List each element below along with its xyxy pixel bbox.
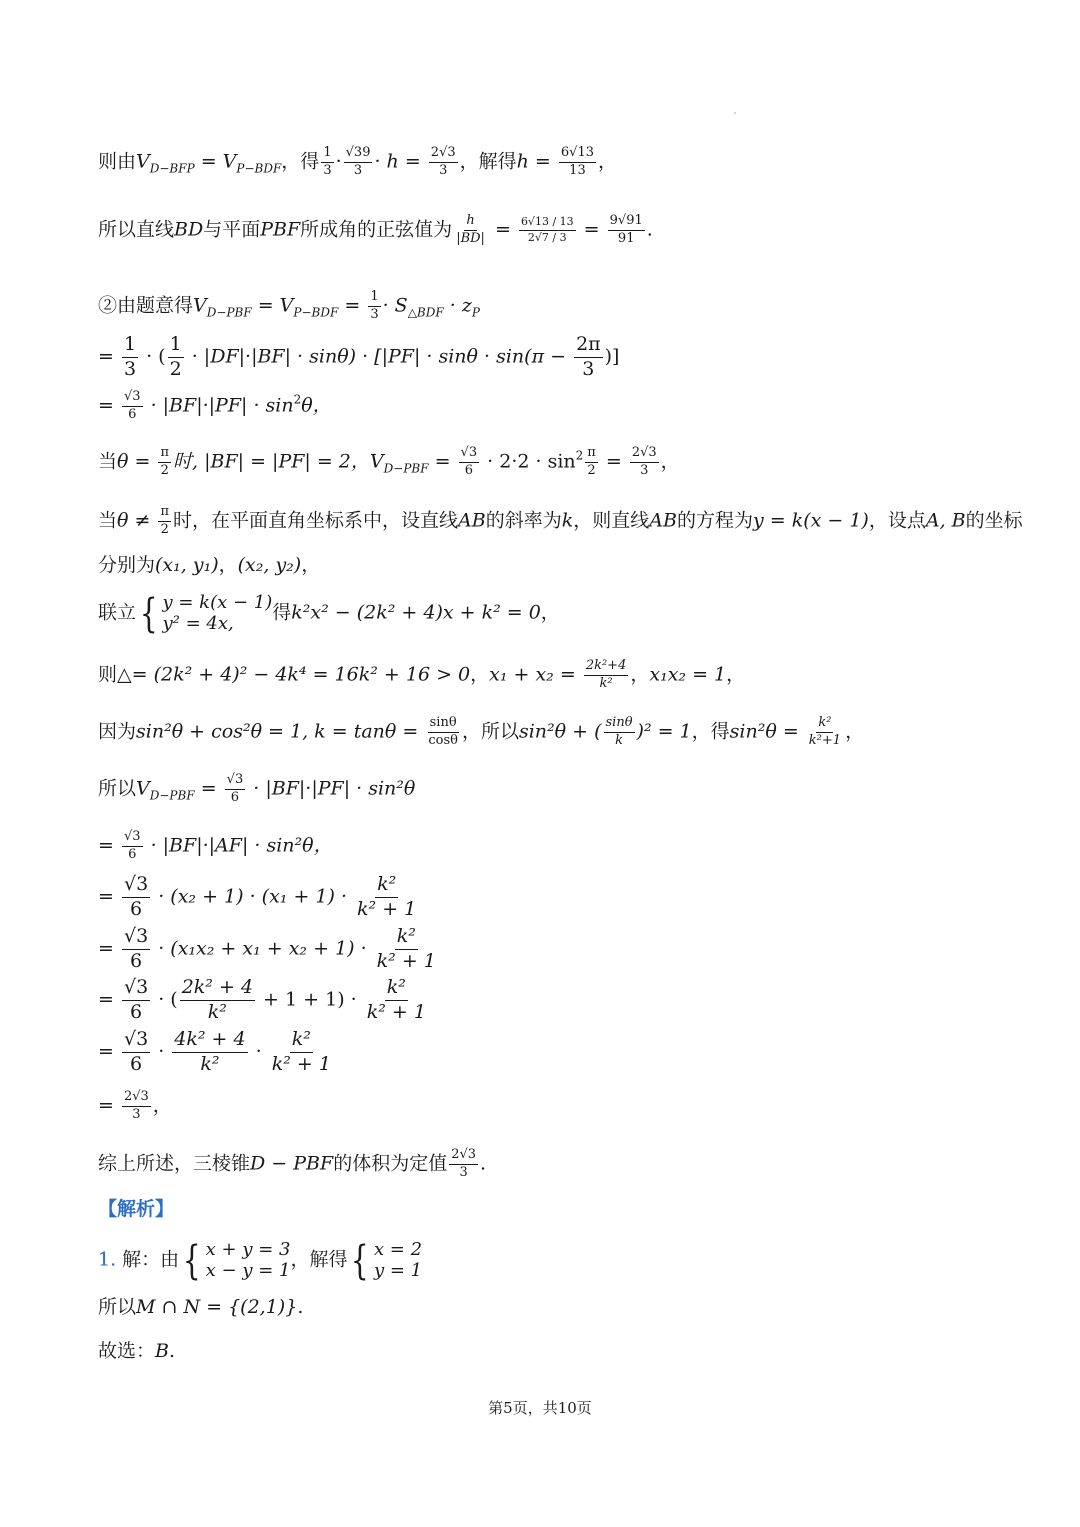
solution-line-18: = $\frac{2√3}{3}$ ， [98,1089,172,1122]
fraction: $\frac{1}{3}$ [370,289,379,322]
fraction: $\frac{\text{k²}}{\text{k² + 1}}$ [357,873,417,920]
fraction: $\frac{√3}{6}$ [123,873,149,920]
solution-line-21: 所以M ∩ N = {(2,1)}. [98,1296,304,1318]
fraction: $\frac{\text{k²}}{\text{k²+1}}$ [808,715,842,748]
fraction: $\frac{\text{4k² + 4}}{\text{k²}}$ [174,1028,246,1075]
solution-line-16: = $\frac{√3}{6}$ · ( $\frac{\text{2k² + 4}}{\text{k²}}$ + 1 + 1) · $\frac{\text{k²}}{\text{k² + 1}}$ [98,976,426,1023]
text: 则由 [98,150,137,173]
math: V [136,150,150,173]
scan-speck [734,112,736,114]
math: h = [516,150,557,173]
solution-line-20: 1. 解：由 { x + y = 3 x − y = 1 ，解得 { x = 2 y = 1 [98,1237,423,1284]
solution-line-8: 分别为(x₁, y₁)，(x₂, y₂)， [98,554,321,576]
equation-system: { x + y = 3 x − y = 1 [183,1237,291,1284]
fraction: $\frac{1}{3}$ [323,145,332,178]
math-sub: P−BDF [236,161,282,176]
circled-number: ② [98,294,118,317]
fraction: $\frac{2√3}{3}$ [123,1089,149,1122]
fraction: $\frac{1}{3}$ [123,333,137,380]
fraction: $\frac{√3}{6}$ [460,445,478,478]
equation-system: { x = 2 y = 1 [351,1237,423,1284]
fraction: $\frac{\pi}{2}$ [160,504,170,537]
solution-line-6: 当θ = $\frac{\pi}{2}$ 时, |BF| = |PF| = 2，$V_{D-PBF}$ = $\frac{√3}{6}$ · $2\cdot 2 \cdot \sin^2$ $\frac{\pi}{2}$ = $\frac{2√3}{3}$ ， [98,445,680,478]
fraction: $\frac{\text{2k²+4}}{\text{k²}}$ [585,658,627,691]
text: 所以直线 [98,218,175,241]
fraction: $\frac{√3}{6}$ [123,976,149,1023]
fraction: $\frac{\pi}{2}$ [160,445,170,478]
fraction: $\frac{√3}{6}$ [123,829,141,862]
solution-line-17: = $\frac{√3}{6}$ · $\frac{\text{4k² + 4}}{\text{k²}}$ · $\frac{\text{k²}}{\text{k² + 1}}$ [98,1028,331,1075]
fraction: $\frac{2√3}{3}$ [631,445,657,478]
fraction: $\frac{√3}{6}$ [123,1028,149,1075]
solution-line-5: = $\frac{√3}{6}$ · $|BF|\cdot|PF| \cdot \sin^2\theta$， [98,389,332,422]
fraction: $\frac{\text{k²}}{\text{k² + 1}}$ [376,925,436,972]
question-number: 1. [98,1248,117,1271]
math: · h = [374,150,427,173]
fraction: $\frac{\sin\theta}{k}$ [605,715,633,748]
solution-line-11: 因为sin²θ + cos²θ = 1, k = tanθ = $\frac{\sin\theta}{\cos\theta}$ ，所以sin²θ + ( $\frac{\sin\theta}{k}$ )² = 1，得sin²θ = $\frac{\text{k²}}{\text{k²+1}}$ ， [98,715,865,748]
text: ，解得 [459,150,517,173]
fraction: $\frac{\text{k²}}{\text{k² + 1}}$ [271,1028,331,1075]
solution-line-13: = $\frac{√3}{6}$ · |BF|·|AF| · sin²θ， [98,829,333,862]
math: V [222,150,237,173]
text: 由题意得 [117,294,194,317]
solution-line-1: 则由$V_{D-BFP} = V_{P-BDF}$，得 $\frac{1}{3}$ · $\frac{√39}{3}$ · h = $\frac{2√3}{3}$ ，解得h = $\frac{6√13}{13}$ ， [98,145,618,178]
fraction: $\frac{h}{|BD|}$ [456,213,485,246]
solution-line-2: 所以直线BD与平面PBF所成角的正弦值为 $\frac{h}{|BD|}$ = $\frac{6√13 / 13}{2√7 / 3}$ = $\frac{9√91}{91}$ . [98,213,653,246]
solution-line-14: = $\frac{√3}{6}$ · (x₂ + 1) · (x₁ + 1) · $\frac{\text{k²}}{\text{k² + 1}}$ [98,873,417,920]
compound-fraction: $\frac{6√13 / 13}{2√7 / 3}$ [520,215,574,244]
fraction: $\frac{1}{2}$ [169,333,182,380]
text: ，得 [281,150,320,173]
equation-system: { y = k(x − 1) y² = 4x, [139,590,273,637]
analysis-heading: 【解析】 [98,1198,175,1220]
math: BD [174,218,204,241]
text: 与平面 [203,218,261,241]
solution-line-9: 联立 { y = k(x − 1) y² = 4x, 得k²x² − (2k² + 4)x + k² = 0， [98,590,560,637]
math: = [194,150,223,173]
solution-line-4: = $\frac{1}{3}$ · ( $\frac{1}{2}$ · |DF|·|BF| · sinθ) · [|PF| · sinθ · sin(π − $\frac{2\pi}{3}$ )] [98,333,620,380]
solution-line-12: 所以$V_{D-PBF}$ = $\frac{√3}{6}$ · |BF|·|PF| · sin²θ [98,772,416,805]
fraction: $\frac{9√91}{91}$ [609,213,643,246]
solution-line-3: ②由题意得$V_{D-PBF} = V_{P-BDF}$ = $\frac{1}{3}$ · $S_{\triangle BDF} \cdot z_P$ [98,289,480,322]
fraction: $\frac{2√3}{3}$ [430,145,456,178]
fraction: $\frac{√39}{3}$ [345,145,371,178]
fraction: $\frac{√3}{6}$ [123,389,141,422]
solution-line-19: 综上所述，三棱锥D − PBF的体积为定值 $\frac{2√3}{3}$ . [98,1147,487,1180]
solution-line-22: 故选：B. [98,1340,176,1362]
fraction: $\frac{√3}{6}$ [226,772,244,805]
solution-line-7: 当θ ≠ $\frac{\pi}{2}$ 时，在平面直角坐标系中，设直线AB的斜率为k，则直线AB的方程为y = k(x − 1)，设点A, B的坐标 [98,504,1023,537]
math-sub: D−BFP [149,161,195,176]
fraction: $\frac{\pi}{2}$ [587,445,596,478]
fraction: $\frac{\text{k²}}{\text{k² + 1}}$ [366,976,426,1023]
fraction: $\frac{2√3}{3}$ [451,1147,477,1180]
fraction: $\frac{\text{2k² + 4}}{\text{k²}}$ [181,976,254,1023]
page-footer: 第5页，共10页 [488,1399,592,1417]
solution-line-15: = $\frac{√3}{6}$ · (x₁x₂ + x₁ + x₂ + 1) · $\frac{\text{k²}}{\text{k² + 1}}$ [98,925,436,972]
fraction: $\frac{6√13}{13}$ [560,145,594,178]
fraction: $\frac{√3}{6}$ [123,925,149,972]
fraction: $\frac{\sin\theta}{\cos\theta}$ [428,715,458,748]
math: PBF [260,218,301,241]
solution-line-10: 则△= (2k² + 4)² − 4k⁴ = 16k² + 16 > 0，x₁ + x₂ = $\frac{\text{2k²+4}}{\text{k²}}$ ，x₁x₂ = 1， [98,658,746,691]
text: 所成角的正弦值为 [300,218,453,241]
fraction: $\frac{2\pi}{3}$ [576,333,601,380]
